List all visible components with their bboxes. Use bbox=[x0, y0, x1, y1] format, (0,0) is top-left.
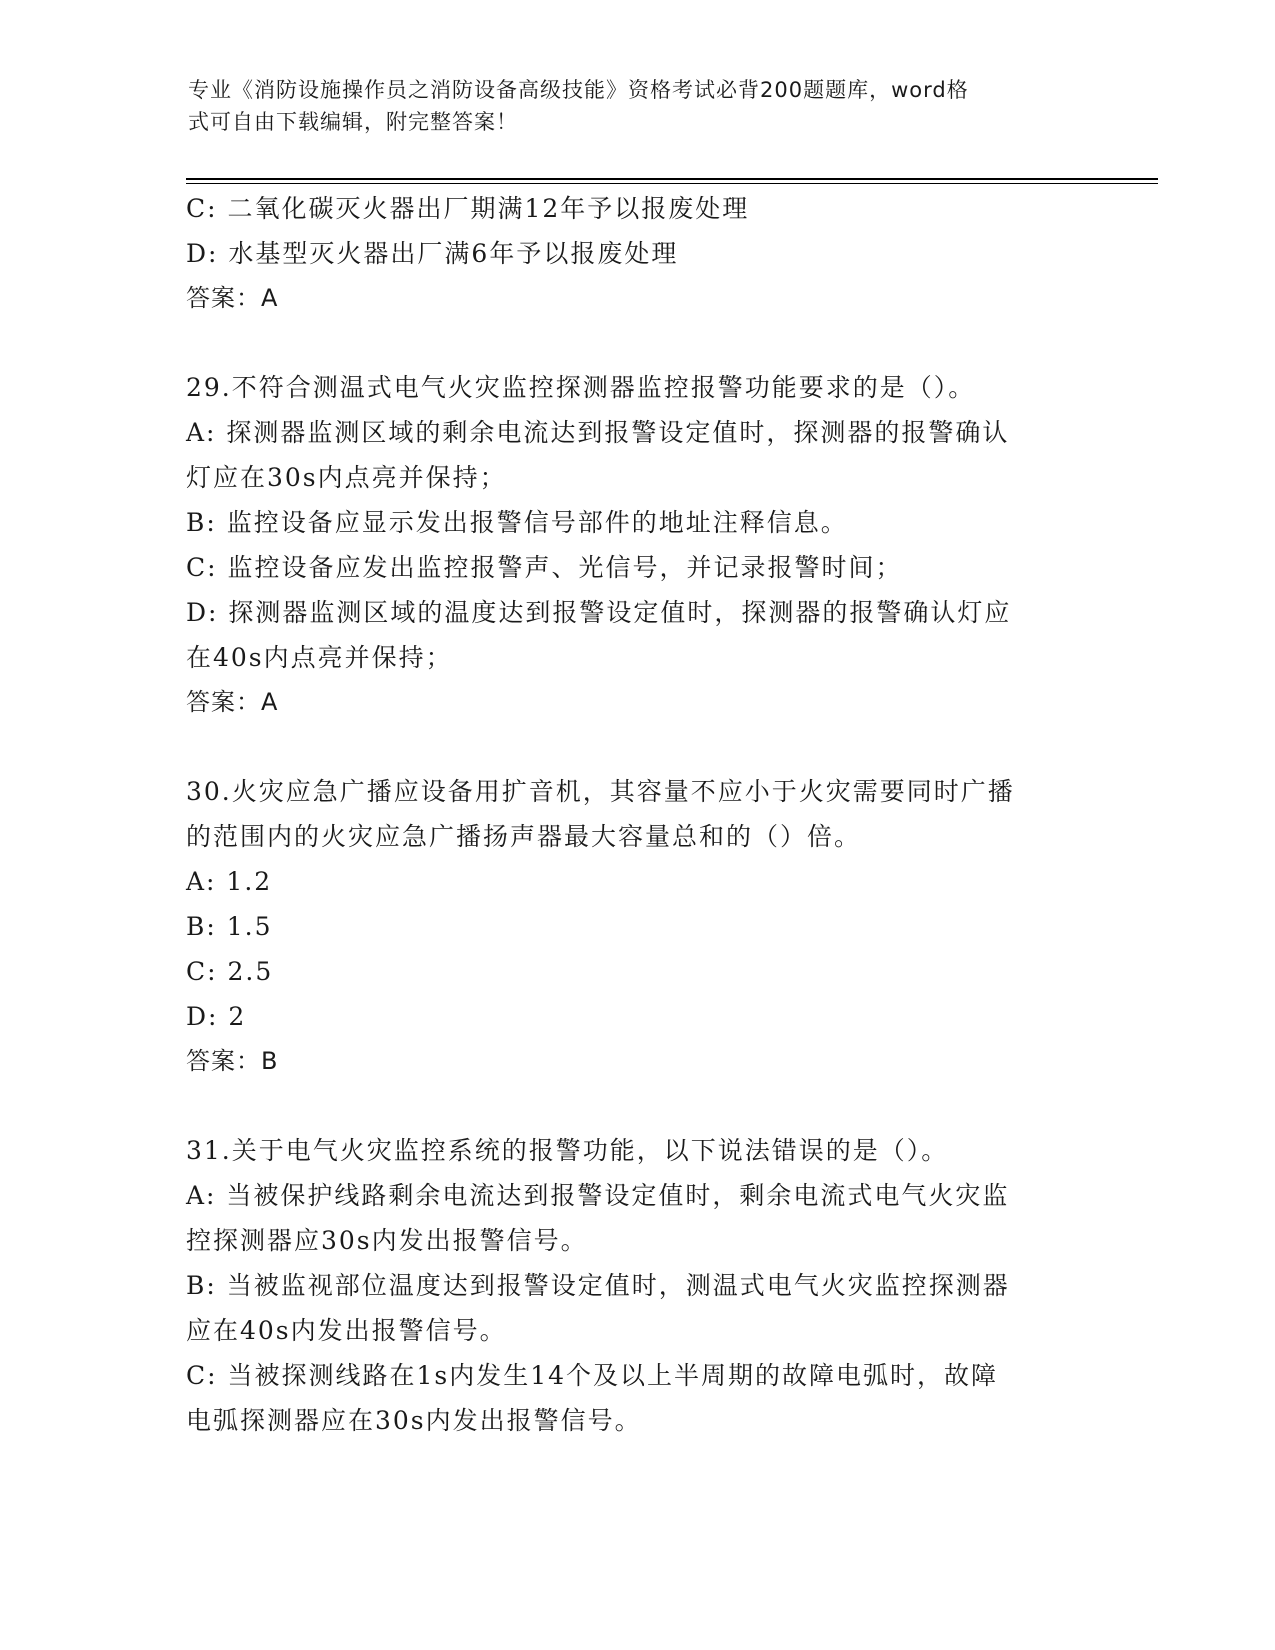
question-28-tail bbox=[186, 186, 1086, 321]
question-stem-cont: 的范围内的火灾应急广播扬声器最大容量总和的（）倍。 bbox=[186, 822, 862, 851]
answer: 答案：B bbox=[186, 1047, 279, 1075]
question-stem: 31.关于电气火灾监控系统的报警功能，以下说法错误的是（）。 bbox=[186, 1136, 949, 1165]
option-a: A: 当被保护线路剩余电流达到报警设定值时，剩余电流式电气火灾监 bbox=[186, 1181, 1010, 1210]
option-b: B: 当被监视部位温度达到报警设定值时，测温式电气火灾监控探测器 bbox=[186, 1271, 1010, 1300]
question-stem: 30.火灾应急广播应设备用扩音机，其容量不应小于火灾需要同时广播 bbox=[186, 777, 1015, 806]
option-a: A: 探测器监测区域的剩余电流达到报警设定值时，探测器的报警确认 bbox=[186, 418, 1010, 447]
option-c: C: 监控设备应发出监控报警声、光信号，并记录报警时间； bbox=[186, 553, 903, 582]
question-29 bbox=[186, 365, 1086, 725]
option-d: D: 探测器监测区域的温度达到报警设定值时，探测器的报警确认灯应 bbox=[186, 598, 1012, 627]
answer: 答案：A bbox=[186, 284, 279, 312]
page-header bbox=[188, 74, 1068, 138]
header-rule-thick bbox=[186, 178, 1158, 180]
option-d-cont: 在40s内点亮并保持； bbox=[186, 643, 453, 672]
question-31 bbox=[186, 1128, 1086, 1443]
option-c: C: 2.5 bbox=[186, 957, 274, 986]
header-line-2: 式可自由下载编辑，附完整答案！ bbox=[188, 110, 518, 134]
option-a-cont: 控探测器应30s内发出报警信号。 bbox=[186, 1226, 588, 1255]
option-b-cont: 应在40s内发出报警信号。 bbox=[186, 1316, 507, 1345]
option-d: D: 2 bbox=[186, 1002, 247, 1031]
option-b: B: 监控设备应显示发出报警信号部件的地址注释信息。 bbox=[186, 508, 848, 537]
answer: 答案：A bbox=[186, 688, 279, 716]
header-line-1: 专业《消防设施操作员之消防设备高级技能》资格考试必背200题题库，word格 bbox=[188, 78, 969, 102]
option-c-cont: 电弧探测器应在30s内发出报警信号。 bbox=[186, 1406, 642, 1435]
option-c: C: 二氧化碳灭火器出厂期满12年予以报废处理 bbox=[186, 194, 750, 223]
question-30 bbox=[186, 769, 1086, 1084]
document-body bbox=[186, 186, 1086, 1443]
header-rule-thin bbox=[186, 183, 1158, 184]
option-a-cont: 灯应在30s内点亮并保持； bbox=[186, 463, 507, 492]
question-stem: 29.不符合测温式电气火灾监控探测器监控报警功能要求的是（）。 bbox=[186, 373, 976, 402]
option-b: B: 1.5 bbox=[186, 912, 273, 941]
option-c: C: 当被探测线路在1s内发生14个及以上半周期的故障电弧时，故障 bbox=[186, 1361, 999, 1390]
option-a: A: 1.2 bbox=[186, 867, 273, 896]
option-d: D: 水基型灭火器出厂满6年予以报废处理 bbox=[186, 239, 679, 268]
